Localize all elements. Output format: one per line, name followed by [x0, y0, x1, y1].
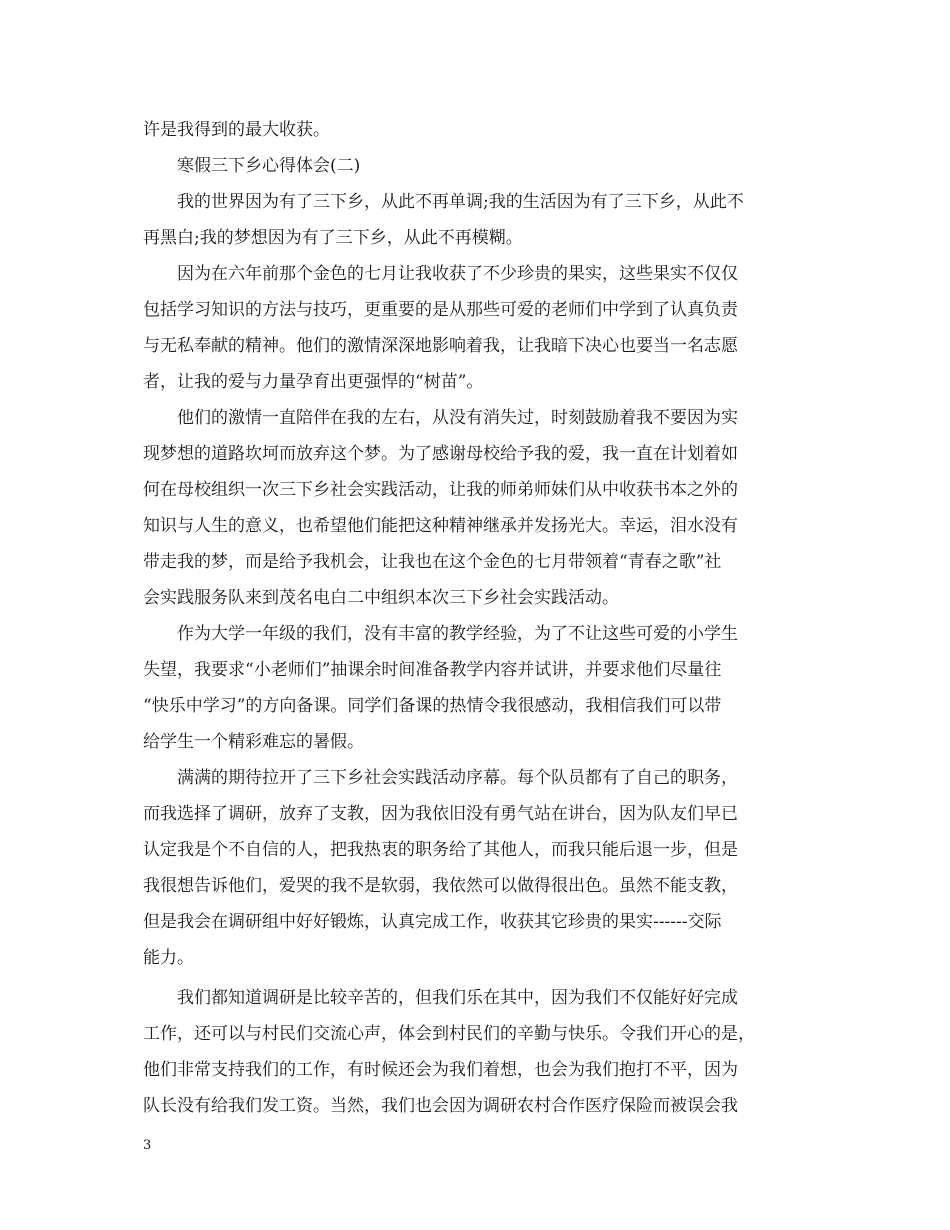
text-line-28: 队长没有给我们发工资。当然，我们也会因为调研农村合作医疗保险而被误会我 — [143, 1096, 738, 1116]
text-line-26: 工作，还可以与村民们交流心声，体会到村民们的辛勤与快乐。令我们开心的是， — [143, 1024, 755, 1044]
text-line-10: 现梦想的道路坎坷而放弃这个梦。为了感谢母校给予我的爱，我一直在计划着如 — [143, 444, 738, 464]
page-number: 3 — [143, 1138, 152, 1153]
text-line-17: “快乐中学习”的方向备课。同学们备课的热情令我很感动，我相信我们可以带 — [143, 696, 722, 716]
text-line-15: 作为大学一年级的我们，没有丰富的教学经验，为了不让这些可爱的小学生 — [177, 624, 738, 644]
text-line-4: 再黑白;我的梦想因为有了三下乡，从此不再模糊。 — [143, 228, 523, 248]
text-line-6: 包括学习知识的方法与技巧，更重要的是从那些可爱的老师们中学到了认真负责 — [143, 300, 738, 320]
section-heading: 寒假三下乡心得体会(二) — [177, 156, 361, 176]
text-line-11: 何在母校组织一次三下乡社会实践活动，让我的师弟师妹们从中收获书本之外的 — [143, 480, 738, 500]
text-line-16: 失望，我要求“小老师们”抽课余时间准备教学内容并试讲，并要求他们尽量往 — [143, 660, 722, 680]
text-line-25: 我们都知道调研是比较辛苦的，但我们乐在其中，因为我们不仅能好好完成 — [177, 988, 738, 1008]
text-line-13: 带走我的梦，而是给予我机会，让我也在这个金色的七月带领着“青春之歌”社 — [143, 552, 722, 572]
text-line-20: 而我选择了调研，放弃了支教，因为我依旧没有勇气站在讲台，因为队友们早已 — [143, 804, 738, 824]
text-line-7: 与无私奉献的精神。他们的激情深深地影响着我，让我暗下决心也要当一名志愿 — [143, 336, 738, 356]
text-line-3: 我的世界因为有了三下乡，从此不再单调;我的生活因为有了三下乡，从此不 — [177, 192, 744, 212]
text-line-23: 但是我会在调研组中好好锻炼，认真完成工作，收获其它珍贵的果实------交际 — [143, 912, 722, 932]
text-line-14: 会实践服务队来到茂名电白二中组织本次三下乡社会实践活动。 — [143, 588, 619, 608]
text-line-19: 满满的期待拉开了三下乡社会实践活动序幕。每个队员都有了自己的职务， — [177, 768, 738, 788]
text-line-27: 他们非常支持我们的工作，有时候还会为我们着想，也会为我们抱打不平，因为 — [143, 1060, 738, 1080]
text-line-12: 知识与人生的意义，也希望他们能把这种精神继承并发扬光大。幸运，泪水没有 — [143, 516, 738, 536]
text-line-9: 他们的激情一直陪伴在我的左右，从没有消失过，时刻鼓励着我不要因为实 — [177, 408, 738, 428]
text-line-1: 许是我得到的最大收获。 — [143, 120, 330, 140]
text-line-8: 者，让我的爱与力量孕育出更强悍的“树苗”。 — [143, 372, 484, 392]
text-line-24: 能力。 — [143, 948, 194, 968]
text-line-21: 认定我是个不自信的人，把我热衷的职务给了其他人，而我只能后退一步，但是 — [143, 840, 738, 860]
document-body — [143, 112, 813, 1124]
text-line-5: 因为在六年前那个金色的七月让我收获了不少珍贵的果实，这些果实不仅仅 — [177, 264, 738, 284]
text-line-18: 给学生一个精彩难忘的暑假。 — [143, 732, 364, 752]
text-line-22: 我很想告诉他们，爱哭的我不是软弱，我依然可以做得很出色。虽然不能支教， — [143, 876, 738, 896]
